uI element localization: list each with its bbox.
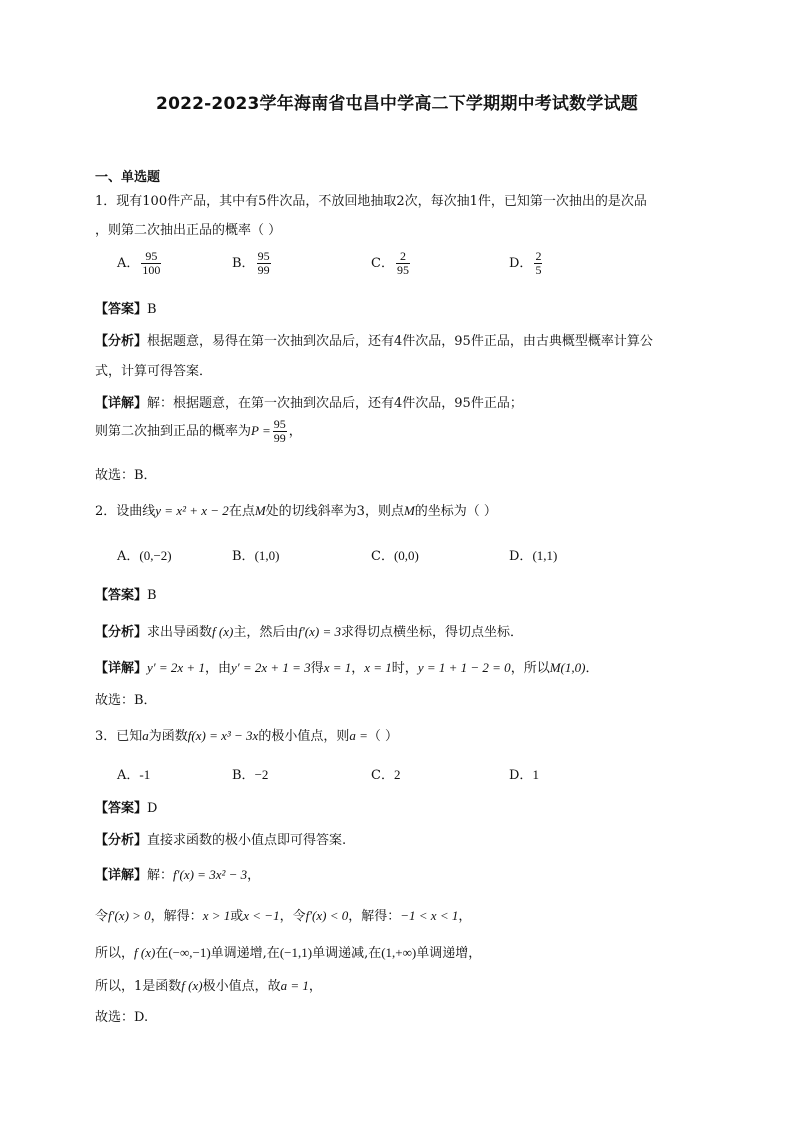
detail-text: ， [351,661,365,676]
math-expression: x < −1 [243,908,280,923]
math-expression: f′(x) = 3x² − 3 [173,867,248,882]
q1-answer [95,298,157,317]
detail-text: ，令 [279,909,306,924]
stem-text: 处的切线斜率为3，则点 [265,504,404,519]
math-expression: y = 1 + 1 − 2 = 0 [417,660,511,675]
math-expression: M [403,503,415,518]
detail-text: ． [585,661,599,676]
detail-text: 令 [95,909,109,924]
numerator: 2 [535,249,542,263]
stem-text: 的极小值点，则 [258,729,350,744]
math-expression: x > 1 [202,908,231,923]
q3-choose: 故选：D. [95,1010,149,1025]
stem-text: 的坐标为（ ） [414,504,497,519]
q3-option-d [509,764,539,783]
detail-text: ，解得： [150,909,203,924]
math-expression: f′(x) < 0 [305,908,349,923]
q2-option-c [371,545,419,564]
option-value: (0,−2) [139,548,172,563]
q3-detail-line3 [95,942,481,961]
math-expression: P = [251,423,271,438]
numerator: 95 [257,249,270,263]
math-expression: y′ = 2x + 1 = 3 [230,660,311,675]
math-expression: (−1,1) [279,945,313,960]
q2-option-b [232,545,279,564]
option-value: 1 [532,767,539,782]
stem-text: 在点 [228,504,255,519]
q3-stem [95,725,398,744]
q1-analysis-line1 [95,330,653,349]
option-label: C． [371,256,394,271]
option-label: C． [371,768,394,783]
analysis-tag: 【分析】 [95,334,148,349]
detail-text: 解：根据题意，在第一次抽到次品后，还有4件次品，95件正品； [147,396,523,411]
q1-option-c [371,250,412,277]
math-expression: x = 1 [364,660,392,675]
math-expression: f (x) [212,624,234,639]
math-expression: y′ = 2x + 1 [147,660,205,675]
math-expression: (−∞,−1) [168,945,211,960]
punctuation: ， [288,424,302,439]
option-value: 2 [393,767,401,782]
detail-text: ， [247,868,261,883]
math-expression: M(1,0) [549,660,586,675]
option-label: D． [509,256,533,271]
fraction [257,250,271,277]
option-label: B． [232,256,255,271]
numerator: 95 [273,417,286,431]
analysis-text: 主，然后由 [233,625,299,640]
q2-option-a [117,545,172,564]
option-label: B． [232,549,255,564]
fraction [273,418,287,445]
q2-stem [95,500,497,519]
math-expression: f′(x) = 3 [298,624,341,639]
fraction [396,250,410,277]
detail-text: ， [308,979,322,994]
detail-text: 时， [391,661,418,676]
q3-answer [95,797,157,816]
detail-text: 所以， [95,946,135,961]
answer-value: B [147,302,157,317]
math-expression: x = 1 [323,660,352,675]
q3-option-a [117,764,150,783]
answer-tag: 【答案】 [95,801,148,816]
q1-detail-line1 [95,392,523,411]
math-expression: f (x) [181,978,203,993]
detail-text: 解： [147,868,174,883]
section-heading: 一、单选题 [95,170,161,185]
math-expression: (1,+∞) [381,945,417,960]
denominator: 100 [142,263,161,277]
option-label: A． [117,549,140,564]
option-label: B． [232,768,255,783]
q2-detail [95,657,598,676]
q3-option-c [371,764,400,783]
analysis-tag: 【分析】 [95,833,148,848]
option-value: −2 [254,767,269,782]
q3-detail-line2 [95,905,471,924]
q3-option-b [232,764,268,783]
stem-text: 为函数 [148,729,188,744]
detail-tag: 【详解】 [95,396,148,411]
math-expression: a [142,728,149,743]
q3-detail-line1 [95,864,260,883]
q1-analysis-line2: 式，计算可得答案． [95,364,213,379]
numerator: 95 [145,249,158,263]
math-expression: f (x) [134,945,156,960]
detail-text: 极小值点，故 [202,979,281,994]
analysis-text: 直接求函数的极小值点即可得答案. [147,833,347,848]
option-value: (0,0) [393,548,419,563]
q1-option-b [232,250,273,277]
page-title: 2022-2023学年海南省屯昌中学高二下学期期中考试数学试题 [156,94,638,114]
option-value: -1 [139,767,151,782]
detail-text: 单调递减,在 [312,946,382,961]
q3-detail-line4 [95,975,322,994]
answer-tag: 【答案】 [95,302,148,317]
option-value: (1,0) [254,548,280,563]
analysis-text: 求出导函数 [147,625,213,640]
q2-answer [95,584,157,603]
detail-text: ， [458,909,472,924]
math-expression: f′(x) > 0 [108,908,151,923]
math-expression: y = x² + x − 2 [155,503,229,518]
stem-text: （ ） [367,729,399,744]
option-label: D． [509,549,533,564]
q2-analysis [95,621,523,640]
q1-option-a [117,250,163,277]
detail-text: 在 [155,946,169,961]
option-label: C． [371,549,394,564]
stem-text: 2．设曲线 [95,504,156,519]
option-label: A． [117,256,140,271]
numerator: 2 [399,249,406,263]
analysis-text: 求得切点横坐标，得切点坐标． [341,625,524,640]
option-label: A． [117,768,140,783]
denominator: 99 [273,431,286,445]
q3-analysis [95,829,346,848]
option-value: (1,1) [532,548,558,563]
detail-text: 单调递增， [416,946,482,961]
math-expression: f(x) = x³ − 3x [187,728,259,743]
detail-text: 或 [230,909,244,924]
math-expression: M [254,503,266,518]
detail-tag: 【详解】 [95,868,148,883]
q1-choose: 故选：B． [95,468,157,483]
detail-text: ，解得： [348,909,401,924]
analysis-text: 根据题意，易得在第一次抽到次品后，还有4件次品，95件正品，由古典概型概率计算公 [147,334,653,349]
answer-value: D [147,801,158,816]
option-label: D． [509,768,533,783]
q1-stem-line1: 1．现有100件产品，其中有5件次品，不放回地抽取2次，每次抽1件，已知第一次抽出的是次品 [95,194,647,209]
math-expression: a = 1 [280,978,309,993]
q1-option-d [509,250,544,277]
denominator: 99 [257,263,270,277]
q2-choose: 故选：B． [95,693,157,708]
math-expression: −1 < x < 1 [400,908,459,923]
denominator: 95 [396,263,409,277]
detail-text: 所以，1是函数 [95,979,182,994]
q1-detail-line2 [95,418,302,445]
detail-tag: 【详解】 [95,661,148,676]
denominator: 5 [535,263,542,277]
fraction [141,250,161,277]
analysis-tag: 【分析】 [95,625,148,640]
answer-value: B [147,588,157,603]
detail-text: 则第二次抽到正品的概率为 [95,424,252,439]
q1-stem-line2: ，则第二次抽出正品的概率（ ） [95,223,282,238]
fraction [534,250,542,277]
math-expression: a = [349,728,368,743]
detail-text: ，由 [204,661,231,676]
answer-tag: 【答案】 [95,588,148,603]
detail-text: ，所以 [510,661,550,676]
detail-text: 单调递增,在 [210,946,280,961]
stem-text: 3．已知 [95,729,143,744]
detail-text: 得 [310,661,324,676]
q2-option-d [509,545,557,564]
